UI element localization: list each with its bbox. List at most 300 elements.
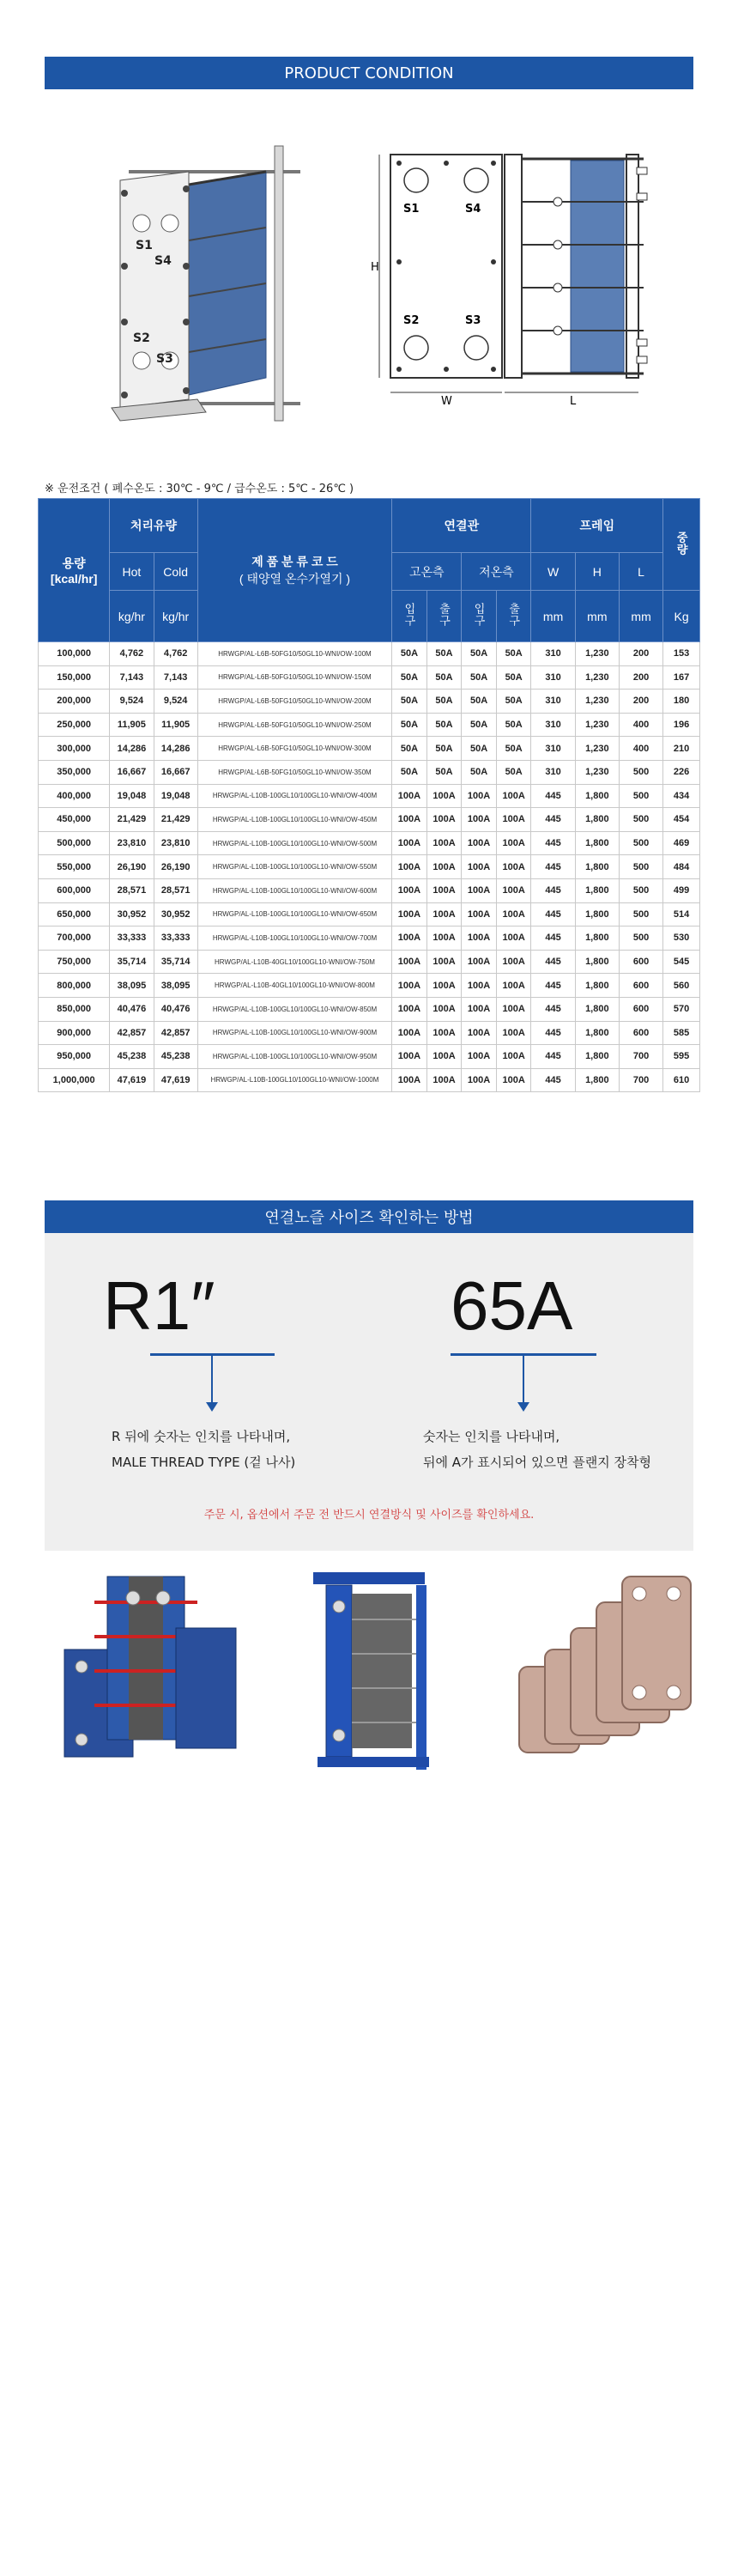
table-cell: 1,800 (575, 855, 619, 879)
table-cell: 500 (619, 855, 662, 879)
table-cell: 1,800 (575, 1045, 619, 1069)
header-connection: 연결관 (392, 499, 531, 553)
arrow-down-icon (206, 1402, 218, 1412)
table-cell: 100A (426, 927, 462, 951)
table-cell: 100A (496, 1021, 531, 1045)
table-cell: 500,000 (39, 831, 110, 855)
table-cell: 500 (619, 927, 662, 951)
iso-label-s4: S4 (154, 254, 172, 268)
front-label-s4: S4 (465, 203, 481, 216)
table-cell: 310 (531, 642, 575, 666)
table-row (39, 642, 700, 666)
table-cell: 50A (392, 713, 427, 737)
table-cell: 100A (462, 1021, 497, 1045)
table-cell: 26,190 (110, 855, 154, 879)
order-notice: 주문 시, 옵션에서 주문 전 반드시 연결방식 및 사이즈를 확인하세요. (203, 1509, 535, 1522)
table-cell: 310 (531, 737, 575, 761)
header-l: L (619, 553, 662, 591)
table-cell: 50A (462, 690, 497, 714)
table-cell: 1,800 (575, 1068, 619, 1092)
table-cell: 28,571 (110, 878, 154, 902)
table-cell: 50A (426, 713, 462, 737)
table-cell: 226 (663, 760, 700, 784)
table-cell: 350,000 (39, 760, 110, 784)
table-cell: 454 (663, 808, 700, 832)
table-cell: 200 (619, 642, 662, 666)
table-cell: 100A (392, 831, 427, 855)
table-cell: 100A (392, 974, 427, 998)
table-cell: 4,762 (110, 642, 154, 666)
iso-label-s3: S3 (156, 352, 173, 366)
header-flow: 처리유량 (110, 499, 198, 553)
front-label-s1: S1 (403, 203, 420, 216)
table-cell: 9,524 (110, 690, 154, 714)
table-cell: 100A (462, 997, 497, 1021)
header-h: H (575, 553, 619, 591)
table-cell: 11,905 (110, 713, 154, 737)
table-cell: 50A (496, 690, 531, 714)
table-cell: 100A (496, 855, 531, 879)
table-cell: 1,800 (575, 878, 619, 902)
table-cell: 100A (426, 974, 462, 998)
front-label-s3: S3 (465, 314, 481, 327)
table-cell: 30,952 (110, 902, 154, 927)
table-cell: 200,000 (39, 690, 110, 714)
thread-description-line1: R 뒤에 숫자는 인치를 나타내며, (112, 1429, 291, 1444)
header-cold: Cold (154, 553, 197, 591)
table-cell: 1,800 (575, 950, 619, 974)
table-cell: 100A (462, 855, 497, 879)
table-cell: 100A (392, 855, 427, 879)
table-cell: 500 (619, 831, 662, 855)
table-cell: 250,000 (39, 713, 110, 737)
table-cell: 14,286 (110, 737, 154, 761)
table-cell: 7,143 (110, 665, 154, 690)
table-cell: HRWGP/AL-L10B-100GL10/100GL10-WNI/OW-550M (197, 855, 391, 879)
table-cell: 33,333 (154, 927, 197, 951)
nozzle-size-title: 연결노즐 사이즈 확인하는 방법 (264, 1209, 474, 1227)
table-cell: 28,571 (154, 878, 197, 902)
table-cell: 310 (531, 713, 575, 737)
table-cell: 100A (392, 784, 427, 808)
table-cell: 600 (619, 950, 662, 974)
table-row (39, 713, 700, 737)
table-row (39, 690, 700, 714)
table-cell: 100A (392, 950, 427, 974)
table-cell: 1,230 (575, 737, 619, 761)
table-cell: HRWGP/AL-L10B-40GL10/100GL10-WNI/OW-750M (197, 950, 391, 974)
table-cell: 310 (531, 665, 575, 690)
table-row (39, 760, 700, 784)
table-cell: 50A (462, 760, 497, 784)
table-cell: 750,000 (39, 950, 110, 974)
table-cell: 400 (619, 713, 662, 737)
front-label-s2: S2 (403, 314, 420, 327)
table-cell: 445 (531, 878, 575, 902)
table-cell: 1,800 (575, 997, 619, 1021)
table-cell: 1,000,000 (39, 1068, 110, 1092)
table-cell: HRWGP/AL-L10B-100GL10/100GL10-WNI/OW-400M (197, 784, 391, 808)
exchanger-photo-pair (47, 1568, 253, 1770)
table-cell: HRWGP/AL-L6B-50FG10/50GL10-WNI/OW-200M (197, 690, 391, 714)
table-cell: 434 (663, 784, 700, 808)
table-cell: 500 (619, 902, 662, 927)
table-cell: 1,800 (575, 974, 619, 998)
table-cell: 600 (619, 997, 662, 1021)
flange-description-line2: 뒤에 A가 표시되어 있으면 플랜지 장착형 (423, 1455, 651, 1470)
table-cell: 180 (663, 690, 700, 714)
table-cell: 100A (462, 974, 497, 998)
thread-description-line2: MALE THREAD TYPE (겉 나사) (112, 1455, 296, 1470)
table-cell: 50A (462, 713, 497, 737)
table-cell: 210 (663, 737, 700, 761)
table-cell: HRWGP/AL-L10B-100GL10/100GL10-WNI/OW-1000M (197, 1068, 391, 1092)
table-cell: 100A (462, 784, 497, 808)
table-cell: 14,286 (154, 737, 197, 761)
table-cell: 50A (426, 665, 462, 690)
table-cell: 7,143 (154, 665, 197, 690)
table-cell: 1,800 (575, 1021, 619, 1045)
table-cell: 600 (619, 1021, 662, 1045)
table-cell: 100A (462, 878, 497, 902)
iso-label-s1: S1 (136, 239, 153, 252)
table-cell: 100A (496, 808, 531, 832)
table-cell: 4,762 (154, 642, 197, 666)
table-cell: 100A (496, 878, 531, 902)
table-cell: 700 (619, 1068, 662, 1092)
table-cell: 100A (496, 1045, 531, 1069)
table-cell: 50A (392, 665, 427, 690)
table-cell: HRWGP/AL-L6B-50FG10/50GL10-WNI/OW-150M (197, 665, 391, 690)
table-cell: 100A (496, 950, 531, 974)
table-cell: 600 (619, 974, 662, 998)
table-cell: 1,800 (575, 784, 619, 808)
table-cell: 500 (619, 784, 662, 808)
header-weight: 중량 (663, 499, 700, 591)
header-unit-w: mm (531, 591, 575, 642)
table-cell: 50A (496, 713, 531, 737)
table-cell: 445 (531, 927, 575, 951)
table-cell: 100A (496, 997, 531, 1021)
table-cell: 514 (663, 902, 700, 927)
table-cell: 47,619 (110, 1068, 154, 1092)
table-cell: 1,230 (575, 760, 619, 784)
table-cell: 45,238 (110, 1045, 154, 1069)
table-cell: 445 (531, 1021, 575, 1045)
table-cell: 42,857 (110, 1021, 154, 1045)
table-cell: 100A (462, 950, 497, 974)
table-cell: HRWGP/AL-L10B-100GL10/100GL10-WNI/OW-900M (197, 1021, 391, 1045)
header-unit-cold: kg/hr (154, 591, 197, 642)
thread-pointer-line (211, 1355, 213, 1402)
table-cell: 100A (462, 808, 497, 832)
table-cell: 19,048 (110, 784, 154, 808)
table-cell: 100A (426, 831, 462, 855)
table-cell: 400,000 (39, 784, 110, 808)
table-cell: 200 (619, 690, 662, 714)
table-cell: 445 (531, 1045, 575, 1069)
dim-w-label: W (441, 395, 452, 408)
table-cell: 450,000 (39, 808, 110, 832)
dim-l-label: L (570, 395, 577, 408)
table-cell: 1,800 (575, 927, 619, 951)
table-cell: 700 (619, 1045, 662, 1069)
heat-exchanger-isometric-diagram (103, 137, 318, 429)
table-cell: HRWGP/AL-L6B-50FG10/50GL10-WNI/OW-350M (197, 760, 391, 784)
table-cell: 310 (531, 760, 575, 784)
table-row (39, 831, 700, 855)
table-row (39, 784, 700, 808)
header-unit-hot: kg/hr (110, 591, 154, 642)
header-unit-h: mm (575, 591, 619, 642)
table-cell: 11,905 (154, 713, 197, 737)
table-cell: 310 (531, 690, 575, 714)
table-cell: 100A (426, 855, 462, 879)
header-high-side: 고온측 (392, 553, 462, 591)
arrow-down-icon (517, 1402, 529, 1412)
table-cell: 100A (496, 831, 531, 855)
table-cell: 600,000 (39, 878, 110, 902)
table-cell: 50A (426, 760, 462, 784)
table-cell: 100A (426, 1021, 462, 1045)
thread-size-example: R1″ (103, 1267, 215, 1344)
table-cell: 1,800 (575, 831, 619, 855)
table-cell: 50A (462, 642, 497, 666)
table-cell: 100A (392, 878, 427, 902)
table-cell: 700,000 (39, 927, 110, 951)
table-cell: 167 (663, 665, 700, 690)
table-cell: 100A (462, 1045, 497, 1069)
exchanger-photo-single (296, 1568, 442, 1778)
table-cell: 545 (663, 950, 700, 974)
header-code (197, 499, 391, 642)
table-cell: 21,429 (154, 808, 197, 832)
table-cell: 100A (426, 878, 462, 902)
table-cell: 100A (392, 997, 427, 1021)
table-cell: 19,048 (154, 784, 197, 808)
table-row (39, 974, 700, 998)
table-cell: 100A (392, 927, 427, 951)
table-cell: 35,714 (110, 950, 154, 974)
table-cell: 200 (619, 665, 662, 690)
table-cell: 100A (462, 1068, 497, 1092)
table-cell: HRWGP/AL-L10B-100GL10/100GL10-WNI/OW-600M (197, 878, 391, 902)
table-cell: 23,810 (154, 831, 197, 855)
table-cell: 100A (426, 784, 462, 808)
table-cell: 585 (663, 1021, 700, 1045)
table-cell: HRWGP/AL-L10B-100GL10/100GL10-WNI/OW-500M (197, 831, 391, 855)
table-cell: 100A (392, 902, 427, 927)
table-cell: 40,476 (154, 997, 197, 1021)
table-cell: 33,333 (110, 927, 154, 951)
header-low-out: 출구 (496, 591, 531, 642)
table-cell: 484 (663, 855, 700, 879)
table-row (39, 665, 700, 690)
table-cell: 610 (663, 1068, 700, 1092)
table-cell: 23,810 (110, 831, 154, 855)
header-w: W (531, 553, 575, 591)
table-cell: 500 (619, 878, 662, 902)
table-row (39, 878, 700, 902)
table-cell: 1,230 (575, 665, 619, 690)
spec-table (38, 498, 700, 1092)
table-cell: 595 (663, 1045, 700, 1069)
iso-label-s2: S2 (133, 331, 150, 345)
table-cell: 153 (663, 642, 700, 666)
header-unit-l: mm (619, 591, 662, 642)
table-cell: 100A (426, 950, 462, 974)
heat-exchanger-side-view-diagram (498, 142, 661, 408)
table-cell: 100A (496, 1068, 531, 1092)
table-cell: 100A (392, 1045, 427, 1069)
table-cell: 100A (426, 1068, 462, 1092)
table-cell: 21,429 (110, 808, 154, 832)
table-cell: 50A (426, 737, 462, 761)
table-row (39, 997, 700, 1021)
product-condition-banner (45, 57, 693, 89)
table-cell: 38,095 (110, 974, 154, 998)
header-code-sub: ( 태양열 온수가열기 ) (239, 572, 351, 586)
table-row (39, 808, 700, 832)
table-row (39, 1045, 700, 1069)
table-cell: HRWGP/AL-L10B-100GL10/100GL10-WNI/OW-950M (197, 1045, 391, 1069)
header-frame: 프레임 (531, 499, 663, 553)
table-cell: 445 (531, 1068, 575, 1092)
table-cell: 50A (392, 690, 427, 714)
table-cell: 850,000 (39, 997, 110, 1021)
table-cell: 100A (426, 808, 462, 832)
table-cell: 50A (496, 665, 531, 690)
table-cell: 100A (426, 1045, 462, 1069)
flange-pointer-line (523, 1355, 524, 1402)
table-cell: 500 (619, 808, 662, 832)
table-cell: 196 (663, 713, 700, 737)
table-cell: HRWGP/AL-L10B-100GL10/100GL10-WNI/OW-850M (197, 997, 391, 1021)
table-cell: 100A (392, 1021, 427, 1045)
table-cell: 150,000 (39, 665, 110, 690)
table-cell: 26,190 (154, 855, 197, 879)
table-cell: 100A (426, 997, 462, 1021)
table-cell: HRWGP/AL-L6B-50FG10/50GL10-WNI/OW-250M (197, 713, 391, 737)
header-capacity: 용량 [kcal/hr] (39, 499, 110, 642)
table-cell: 1,230 (575, 642, 619, 666)
table-cell: 800,000 (39, 974, 110, 998)
table-row (39, 927, 700, 951)
table-cell: 950,000 (39, 1045, 110, 1069)
table-cell: 100A (496, 902, 531, 927)
table-cell: 16,667 (110, 760, 154, 784)
table-row (39, 902, 700, 927)
dim-h-label: H (371, 261, 379, 274)
nozzle-size-banner (45, 1200, 693, 1233)
table-cell: 1,230 (575, 713, 619, 737)
table-cell: 100A (496, 784, 531, 808)
table-cell: 42,857 (154, 1021, 197, 1045)
header-low-in: 입구 (462, 591, 497, 642)
table-cell: 100A (496, 927, 531, 951)
table-cell: 469 (663, 831, 700, 855)
table-cell: 30,952 (154, 902, 197, 927)
table-cell: 100A (462, 927, 497, 951)
table-cell: 50A (392, 737, 427, 761)
table-cell: 50A (392, 642, 427, 666)
table-cell: 445 (531, 808, 575, 832)
table-cell: 900,000 (39, 1021, 110, 1045)
operating-conditions: ※ 운전조건 ( 폐수온도 : 30℃ - 9℃ / 급수온도 : 5℃ - 26℃ ) (45, 483, 354, 495)
table-cell: 40,476 (110, 997, 154, 1021)
product-condition-title: PRODUCT CONDITION (284, 64, 454, 82)
table-cell: 445 (531, 997, 575, 1021)
table-cell: 445 (531, 950, 575, 974)
table-cell: 1,230 (575, 690, 619, 714)
table-cell: 50A (462, 665, 497, 690)
exchanger-plates-photo (511, 1568, 695, 1761)
table-cell: 50A (496, 760, 531, 784)
table-cell: 445 (531, 831, 575, 855)
table-cell: 400 (619, 737, 662, 761)
table-cell: 45,238 (154, 1045, 197, 1069)
table-cell: 50A (426, 690, 462, 714)
table-cell: 50A (426, 642, 462, 666)
table-cell: 50A (496, 642, 531, 666)
table-cell: 9,524 (154, 690, 197, 714)
table-cell: HRWGP/AL-L10B-100GL10/100GL10-WNI/OW-700M (197, 927, 391, 951)
table-cell: 445 (531, 974, 575, 998)
table-cell: 650,000 (39, 902, 110, 927)
table-cell: HRWGP/AL-L10B-40GL10/100GL10-WNI/OW-800M (197, 974, 391, 998)
header-hot: Hot (110, 553, 154, 591)
table-cell: 445 (531, 855, 575, 879)
table-cell: 35,714 (154, 950, 197, 974)
table-cell: 100A (392, 1068, 427, 1092)
table-cell: 16,667 (154, 760, 197, 784)
table-cell: HRWGP/AL-L10B-100GL10/100GL10-WNI/OW-650M (197, 902, 391, 927)
table-cell: 100A (462, 902, 497, 927)
table-cell: 1,800 (575, 902, 619, 927)
table-cell: 500 (619, 760, 662, 784)
header-high-in: 입구 (392, 591, 427, 642)
table-cell: 100A (392, 808, 427, 832)
table-row (39, 1068, 700, 1092)
table-row (39, 737, 700, 761)
table-cell: 445 (531, 902, 575, 927)
table-cell: 530 (663, 927, 700, 951)
table-cell: 38,095 (154, 974, 197, 998)
header-code-title: 제 품 분 류 코 드 (251, 555, 338, 568)
thread-description (112, 1424, 295, 1475)
table-cell: 50A (392, 760, 427, 784)
header-low-side: 저온측 (462, 553, 531, 591)
header-unit-kg: Kg (663, 591, 700, 642)
table-cell: 1,800 (575, 808, 619, 832)
table-cell: 499 (663, 878, 700, 902)
table-cell: 50A (462, 737, 497, 761)
table-cell: 570 (663, 997, 700, 1021)
table-cell: 100A (496, 974, 531, 998)
table-cell: 100,000 (39, 642, 110, 666)
flange-description-line1: 숫자는 인치를 나타내며, (423, 1429, 560, 1444)
heat-exchanger-front-view-diagram (369, 142, 515, 408)
table-row (39, 950, 700, 974)
table-cell: HRWGP/AL-L6B-50FG10/50GL10-WNI/OW-100M (197, 642, 391, 666)
table-cell: HRWGP/AL-L6B-50FG10/50GL10-WNI/OW-300M (197, 737, 391, 761)
flange-description (423, 1424, 651, 1475)
table-cell: HRWGP/AL-L10B-100GL10/100GL10-WNI/OW-450M (197, 808, 391, 832)
flange-size-example: 65A (451, 1267, 573, 1344)
table-row (39, 855, 700, 879)
table-cell: 100A (426, 902, 462, 927)
table-cell: 300,000 (39, 737, 110, 761)
